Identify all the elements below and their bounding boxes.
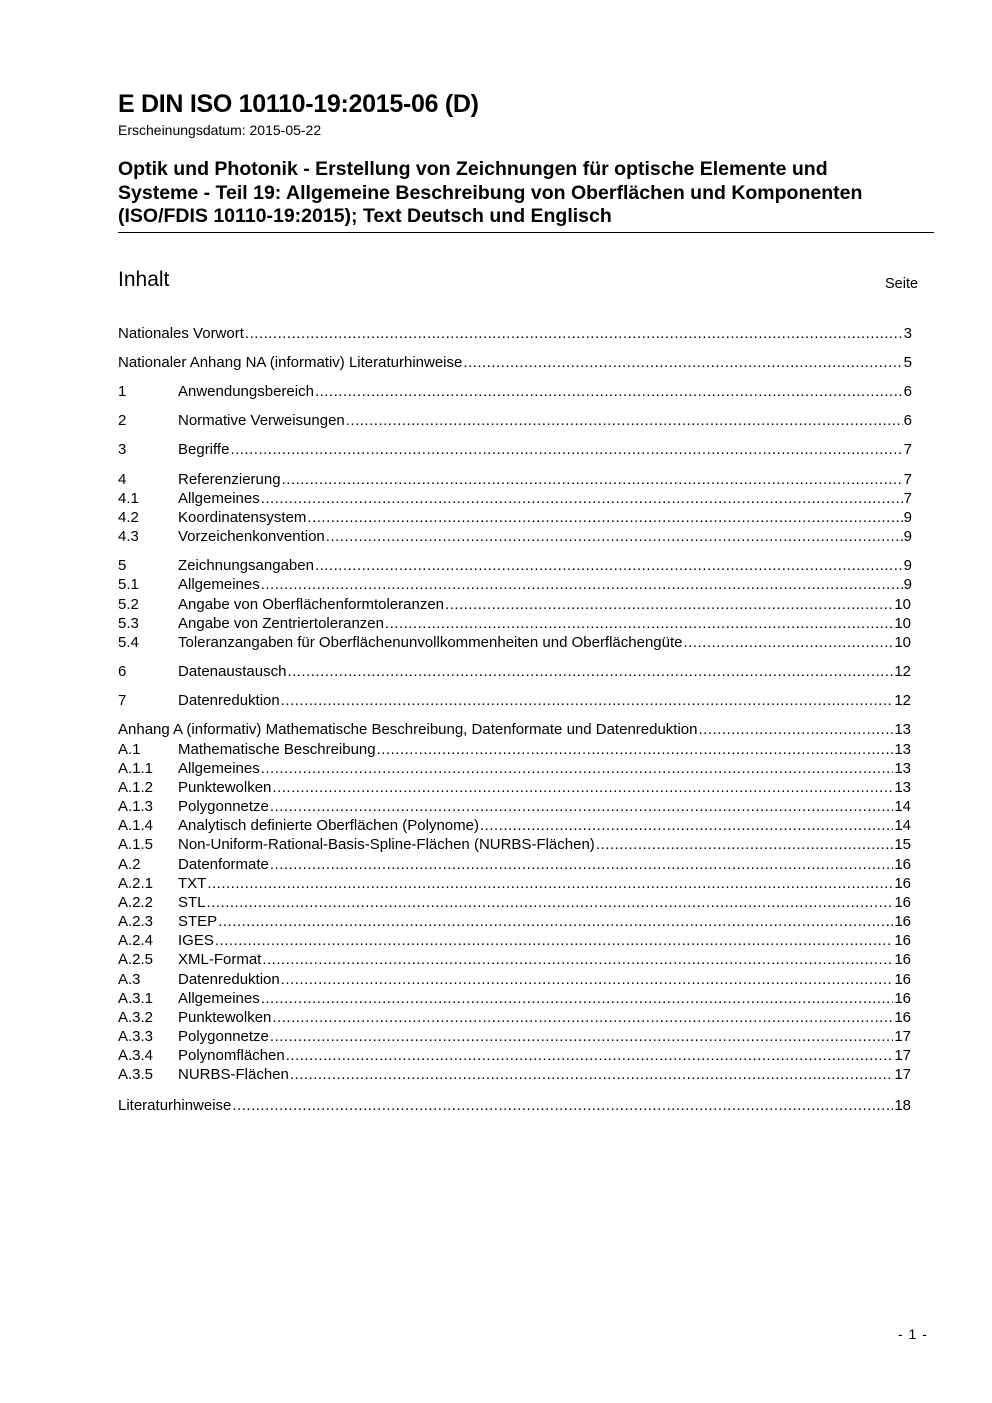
- toc-entry[interactable]: [118, 1066, 911, 1085]
- toc-entry[interactable]: [118, 760, 911, 779]
- toc-entry[interactable]: [118, 471, 912, 490]
- toc-entry-label: Vorzeichenkonvention: [178, 528, 325, 545]
- toc-entry[interactable]: [118, 990, 911, 1009]
- toc-entry[interactable]: [118, 836, 911, 855]
- toc-entry-page: 9: [903, 509, 912, 526]
- toc-entry-label: Datenformate: [178, 856, 269, 873]
- toc-entry[interactable]: [118, 894, 911, 913]
- toc-entry[interactable]: [118, 1047, 911, 1066]
- toc-entry[interactable]: [118, 1097, 911, 1116]
- toc-entry[interactable]: [118, 951, 911, 970]
- toc-entry-label: Anhang A (informativ) Mathematische Beschreibung, Datenformate und Datenreduktion: [118, 721, 698, 738]
- toc-entry-page: 13: [894, 721, 911, 738]
- document-title-line: Systeme - Teil 19: Allgemeine Beschreibung von Oberflächen und Komponenten: [118, 181, 863, 204]
- toc-dot-leader: [261, 990, 894, 1007]
- toc-entry-page: 17: [894, 1047, 911, 1064]
- toc-entry-label: XML-Format: [178, 951, 262, 968]
- toc-entry-number: A.2: [118, 856, 141, 873]
- toc-entry-label: Referenzierung: [178, 471, 281, 488]
- toc-entry[interactable]: [118, 1028, 911, 1047]
- publication-date: Erscheinungsdatum: 2015-05-22: [118, 122, 322, 138]
- toc-entry-page: 14: [894, 798, 911, 815]
- toc-entry-page: 7: [903, 471, 912, 488]
- toc-entry-number: A.3.1: [118, 990, 154, 1007]
- toc-dot-leader: [270, 798, 893, 815]
- toc-entry-number: 1: [118, 383, 127, 400]
- toc-entry-page: 13: [894, 779, 911, 796]
- toc-entry[interactable]: [118, 509, 912, 528]
- toc-dot-leader: [699, 721, 894, 738]
- toc-entry-label: Polynomflächen: [178, 1047, 285, 1064]
- toc-entry-page: 16: [894, 894, 911, 911]
- toc-entry-page: 10: [894, 596, 911, 613]
- toc-dot-leader: [281, 692, 894, 709]
- toc-entry-label: Koordinatensystem: [178, 509, 307, 526]
- toc-entry-page: 16: [894, 1009, 911, 1026]
- toc-entry-page: 6: [903, 383, 912, 400]
- toc-entry-label: Toleranzangaben für Oberflächenunvollkommenheiten und Oberflächengüte: [178, 634, 683, 651]
- toc-entry-page: 10: [894, 615, 911, 632]
- toc-entry-page: 9: [903, 528, 912, 545]
- toc-entry-label: NURBS-Flächen: [178, 1066, 289, 1083]
- toc-entry[interactable]: [118, 856, 911, 875]
- toc-entry-page: 16: [894, 932, 911, 949]
- toc-entry-page: 3: [903, 325, 912, 342]
- toc-entry-number: A.2.3: [118, 913, 154, 930]
- toc-entry-number: A.1.2: [118, 779, 154, 796]
- toc-entry-label: Non-Uniform-Rational-Basis-Spline-Flächen (NURBS-Flächen): [178, 836, 595, 853]
- toc-dot-leader: [272, 1009, 893, 1026]
- toc-dot-leader: [463, 354, 902, 371]
- toc-entry-page: 16: [894, 990, 911, 1007]
- toc-entry-page: 7: [903, 441, 912, 458]
- toc-entry-label: Datenreduktion: [178, 971, 280, 988]
- toc-entry-number: A.3.5: [118, 1066, 154, 1083]
- toc-entry-number: 3: [118, 441, 127, 458]
- toc-entry-number: A.2.1: [118, 875, 154, 892]
- toc-entry-number: 5.4: [118, 634, 139, 651]
- toc-entry[interactable]: [118, 441, 912, 460]
- toc-dot-leader: [232, 1097, 893, 1114]
- toc-entry-label: Allgemeines: [178, 760, 260, 777]
- contents-heading: Inhalt: [118, 268, 170, 291]
- toc-entry-label: Nationales Vorwort: [118, 325, 244, 342]
- toc-entry-label: Normative Verweisungen: [178, 412, 345, 429]
- toc-entry-number: A.1.5: [118, 836, 154, 853]
- toc-entry-label: Zeichnungsangaben: [178, 557, 314, 574]
- toc-entry-label: Nationaler Anhang NA (informativ) Literaturhinweise: [118, 354, 463, 371]
- toc-entry[interactable]: [118, 354, 912, 373]
- toc-entry[interactable]: [118, 779, 911, 798]
- toc-dot-leader: [282, 471, 903, 488]
- toc-entry-page: 15: [894, 836, 911, 853]
- toc-dot-leader: [270, 1028, 893, 1045]
- toc-entry[interactable]: [118, 557, 912, 576]
- toc-entry-number: A.1: [118, 741, 141, 758]
- toc-dot-leader: [218, 913, 893, 930]
- toc-entry-page: 16: [894, 951, 911, 968]
- toc-entry[interactable]: [118, 875, 911, 894]
- toc-entry-number: A.3: [118, 971, 141, 988]
- toc-entry[interactable]: [118, 325, 912, 344]
- toc-entry-page: 13: [894, 741, 911, 758]
- toc-entry-number: 5.1: [118, 576, 139, 593]
- toc-dot-leader: [385, 615, 893, 632]
- toc-entry[interactable]: [118, 1009, 911, 1028]
- toc-entry-label: Datenreduktion: [178, 692, 280, 709]
- toc-entry[interactable]: [118, 741, 911, 760]
- toc-dot-leader: [286, 1047, 894, 1064]
- toc-entry-label: Angabe von Zentriertoleranzen: [178, 615, 384, 632]
- document-title: [118, 158, 934, 233]
- toc-entry[interactable]: [118, 663, 911, 682]
- toc-entry-label: Angabe von Oberflächenformtoleranzen: [178, 596, 445, 613]
- toc-dot-leader: [287, 663, 893, 680]
- toc-entry-page: 14: [894, 817, 911, 834]
- toc-entry-number: 5: [118, 557, 127, 574]
- toc-entry-label: Datenaustausch: [178, 663, 287, 680]
- toc-entry-number: 6: [118, 663, 127, 680]
- toc-dot-leader: [272, 779, 893, 796]
- document-id: E DIN ISO 10110-19:2015-06 (D): [118, 90, 479, 118]
- toc-entry-label: Polygonnetze: [178, 1028, 269, 1045]
- toc-entry-number: A.1.4: [118, 817, 154, 834]
- toc-entry-page: 9: [903, 557, 912, 574]
- toc-dot-leader: [480, 817, 893, 834]
- toc-entry-number: A.3.3: [118, 1028, 154, 1045]
- toc-entry-page: 9: [903, 576, 912, 593]
- toc-entry-page: 12: [894, 663, 911, 680]
- toc-entry-label: Allgemeines: [178, 490, 260, 507]
- toc-dot-leader: [261, 576, 903, 593]
- toc-entry[interactable]: [118, 932, 911, 951]
- toc-dot-leader: [261, 760, 894, 777]
- toc-dot-leader: [326, 528, 903, 545]
- toc-entry[interactable]: [118, 634, 911, 653]
- toc-entry-page: 5: [903, 354, 912, 371]
- document-title-line: (ISO/FDIS 10110-19:2015); Text Deutsch und Englisch: [118, 205, 612, 227]
- toc-entry[interactable]: [118, 615, 911, 634]
- toc-entry-number: 5.3: [118, 615, 139, 632]
- toc-dot-leader: [445, 596, 893, 613]
- toc-entry-label: Punktewolken: [178, 779, 272, 796]
- toc-entry-label: Allgemeines: [178, 990, 260, 1007]
- toc-entry-label: IGES: [178, 932, 214, 949]
- toc-entry[interactable]: [118, 913, 911, 932]
- toc-entry-page: 16: [894, 856, 911, 873]
- toc-dot-leader: [262, 951, 893, 968]
- toc-entry-page: 10: [894, 634, 911, 651]
- toc-entry-label: Punktewolken: [178, 1009, 272, 1026]
- toc-entry-label: TXT: [178, 875, 207, 892]
- toc-entry[interactable]: [118, 576, 912, 595]
- toc-dot-leader: [307, 509, 902, 526]
- toc-dot-leader: [245, 325, 903, 342]
- page-column-label: Seite: [885, 276, 919, 292]
- toc-dot-leader: [377, 741, 894, 758]
- toc-dot-leader: [596, 836, 894, 853]
- toc-entry-number: 7: [118, 692, 127, 709]
- toc-entry-page: 17: [894, 1028, 911, 1045]
- toc-dot-leader: [346, 412, 903, 429]
- toc-entry-number: 4: [118, 471, 127, 488]
- toc-entry[interactable]: [118, 692, 911, 711]
- page-number: - 1 -: [898, 1326, 928, 1342]
- toc-entry-page: 16: [894, 913, 911, 930]
- toc-entry[interactable]: [118, 817, 911, 836]
- toc-entry-page: 12: [894, 692, 911, 709]
- toc-entry-page: 18: [894, 1097, 911, 1114]
- toc-entry-number: A.3.2: [118, 1009, 154, 1026]
- toc-entry-page: 16: [894, 875, 911, 892]
- toc-entry-page: 7: [903, 490, 912, 507]
- toc-entry[interactable]: [118, 596, 911, 615]
- toc-entry-page: 17: [894, 1066, 911, 1083]
- toc-dot-leader: [207, 894, 894, 911]
- toc-entry[interactable]: [118, 971, 911, 990]
- toc-entry[interactable]: [118, 721, 911, 740]
- toc-entry-number: 4.3: [118, 528, 139, 545]
- toc-entry[interactable]: [118, 528, 912, 547]
- toc-entry-label: Anwendungsbereich: [178, 383, 314, 400]
- toc-dot-leader: [207, 875, 893, 892]
- toc-entry-label: STL: [178, 894, 206, 911]
- toc-entry-number: 4.1: [118, 490, 139, 507]
- toc-dot-leader: [315, 557, 903, 574]
- toc-entry-page: 16: [894, 971, 911, 988]
- toc-entry-number: A.1.3: [118, 798, 154, 815]
- toc-entry-number: A.2.4: [118, 932, 154, 949]
- toc-entry-label: Analytisch definierte Oberflächen (Polynome): [178, 817, 479, 834]
- toc-entry-label: STEP: [178, 913, 218, 930]
- toc-dot-leader: [290, 1066, 893, 1083]
- toc-entry-page: 13: [894, 760, 911, 777]
- toc-entry-label: Begriffe: [178, 441, 230, 458]
- toc-entry[interactable]: [118, 490, 912, 509]
- toc-dot-leader: [281, 971, 894, 988]
- toc-entry-label: Literaturhinweise: [118, 1097, 232, 1114]
- document-title-line: Optik und Photonik - Erstellung von Zeichnungen für optische Elemente und: [118, 158, 828, 180]
- toc-dot-leader: [315, 383, 903, 400]
- toc-entry-label: Polygonnetze: [178, 798, 269, 815]
- toc-entry[interactable]: [118, 383, 912, 402]
- toc-dot-leader: [270, 856, 893, 873]
- toc-entry-number: 5.2: [118, 596, 139, 613]
- toc-entry-number: A.2.5: [118, 951, 154, 968]
- toc-entry[interactable]: [118, 798, 911, 817]
- toc-entry-number: A.3.4: [118, 1047, 154, 1064]
- toc-dot-leader: [215, 932, 893, 949]
- toc-entry[interactable]: [118, 412, 912, 431]
- toc-entry-label: Allgemeines: [178, 576, 260, 593]
- toc-entry-number: 2: [118, 412, 127, 429]
- toc-dot-leader: [230, 441, 902, 458]
- toc-dot-leader: [261, 490, 903, 507]
- toc-entry-label: Mathematische Beschreibung: [178, 741, 376, 758]
- toc-dot-leader: [684, 634, 894, 651]
- toc-entry-number: A.2.2: [118, 894, 154, 911]
- toc-entry-page: 6: [903, 412, 912, 429]
- toc-entry-number: 4.2: [118, 509, 139, 526]
- toc-entry-number: A.1.1: [118, 760, 154, 777]
